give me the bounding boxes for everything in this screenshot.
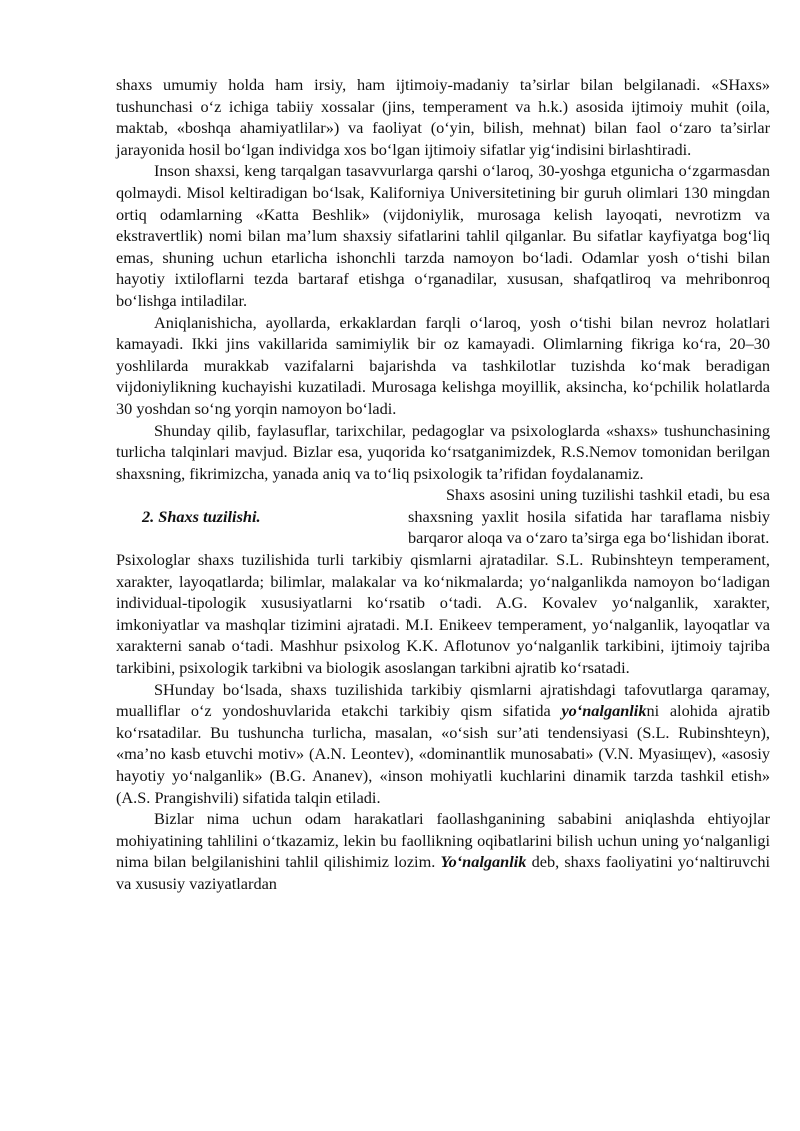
paragraph-6-part-b: ni alohida ajratib ko‘rsatadilar. Bu tushuncha turlicha, masalan, «o‘sish sur’ati tendensiyasi (S.L. Rubinshteyn), «ma’no kasb etuvchi motiv» (A.N. Leontev), «dominantlik munosabati» (V.N. Myasiщev), «asosiy hayotiy yo‘nalganlik» (B.G. Ananev), «inson mohiyatli kuchlarini dinamik tarzda tashkil etish» (A.S. Prangishvili) sifatida talqin etiladi. xyxy=(116,701,770,807)
paragraph-7-part-b: deb, shaxs faoliyatini yo‘naltiruvchi va xususiy vaziyatlardan xyxy=(116,852,771,893)
section-header-block xyxy=(116,484,770,549)
paragraph-4: Shunday qilib, faylasuflar, tarixchilar, pedagoglar va psixologlarda «shaxs» tushunchasining turlicha talqinlari mavjud. Bizlar esa, yuqorida ko‘rsatganimizdek, R.S.Nemov tomonidan berilgan shaxsning, fikrimizcha, yanada aniq va to‘liq psixologik ta’rifidan foydalanamiz. xyxy=(116,420,770,483)
term-yonalganlik: yo‘nalganlik xyxy=(561,701,647,721)
paragraph-6 xyxy=(116,679,770,809)
paragraph-6-part-a: SHunday bo‘lsada, shaxs tuzilishida tarkibiy qismlarni ajratishdagi tafovutlarga qaramay, mualliflar o‘z yondoshuvlarida etakchi tarkibiy qism sifatida xyxy=(116,679,770,721)
paragraph-3: Aniqlanishicha, ayollarda, erkaklardan farqli o‘laroq, yosh o‘tishi bilan nevroz holatlari kamayadi. Ikki jins vakillarida samimiylik bir oz kamayadi. Olimlarning fikriga ko‘ra, 20–30 yoshlilarda murakkab vazifalarni bajarishda va tashkilotlar tuzishda ko‘mak beradigan vijdoniylikning kuchayishi kuzatiladi. Murosaga kelishga moyillik, aksincha, ko‘pchilik holatlarda 30 yoshdan so‘ng yorqin namoyon bo‘ladi. xyxy=(116,312,770,418)
paragraph-7 xyxy=(116,808,770,894)
paragraph-1: shaxs umumiy holda ham irsiy, ham ijtimoiy-madaniy ta’sirlar bilan belgilanadi. «SHaxs» tushunchasi o‘z ichiga tabiiy xossalar (jins, temperament va h.k.) asosida ijtimoiy muhit (oila, maktab, «boshqa ahamiyatlilar») va faoliyat (o‘yin, bilish, mehnat) bilan faol o‘zaro ta’sirlar jarayonida hosil bo‘lgan individga xos bo‘lgan ijtimoiy sifatlar yig‘indisini birlashtiradi. xyxy=(116,75,770,159)
section-intro-text: Shaxs asosini uning tuzilishi tashkil etadi, bu esa shaxsning yaxlit hosila sifatida har taraflama nisbiy barqaror aloqa va o‘zaro ta’sirga ega bo‘lishidan iborat. xyxy=(408,485,770,548)
term-yonalganlik-definition: Yo‘nalganlik xyxy=(440,852,527,872)
document-page xyxy=(116,74,770,895)
paragraph-7-part-a: Bizlar nima uchun odam harakatlari faollashganining sababini aniqlashda ehtiyojlar mohiyatining tahlilini o‘tkazamiz, lekin bu faollikning oqibatlarini bilish uchun uning yo‘nalganligi nima bilan belgilanishini tahlil qilishimiz lozim. xyxy=(116,809,770,872)
section-title: 2. Shaxs tuzilishi. xyxy=(142,507,261,527)
paragraph-2: Inson shaxsi, keng tarqalgan tasavvurlarga qarshi o‘laroq, 30-yoshga etgunicha o‘zgarmasdan qolmaydi. Misol keltiradigan bo‘lsak, Kaliforniya Universitetining bir guruh olimlari 130 mingdan ortiq odamlarning «Katta Beshlik» (vijdoniylik, murosaga kelish layoqati, nevrotizm va ekstravertlik) nomi bilan ma’lum shaxsiy sifatlarini tahlil qilganlar. Bu sifatlar kayfiyatga bog‘liq emas, shuning uchun etarlicha ishonchli tarzda namoyon bo‘ladi. Odamlar yosh o‘tishi bilan hayotiy ixtiloflarni tezda bartaraf etishga o‘rganadilar, xususan, shafqatliroq va mehribonroq bo‘lishga intiladilar. xyxy=(116,161,770,310)
paragraph-5-continued: Psixologlar shaxs tuzilishida turli tarkibiy qismlarni ajratadilar. S.L. Rubinshteyn temperament, xarakter, layoqatlarda; bilimlar, malakalar va ko‘nikmalarda; yo‘nalganlikda namoyon bo‘ladigan individual-tipologik xususiyatlarni ko‘rsatib o‘tadi. A.G. Kovalev yo‘nalganlik, xarakter, imkoniyatlar va mashqlar tizimini ajratadi. M.I. Enikeev temperament, yo‘nalganlik, layoqatlar va xarakterni sanab o‘tadi. Mashhur psixolog K.K. Aflotunov yo‘nalganlik tarkibini, ijtimoiy tajriba tarkibini, psixologik tarkibni va biologik asoslangan tarkibni ajratib ko‘rsatadi. xyxy=(116,550,770,678)
